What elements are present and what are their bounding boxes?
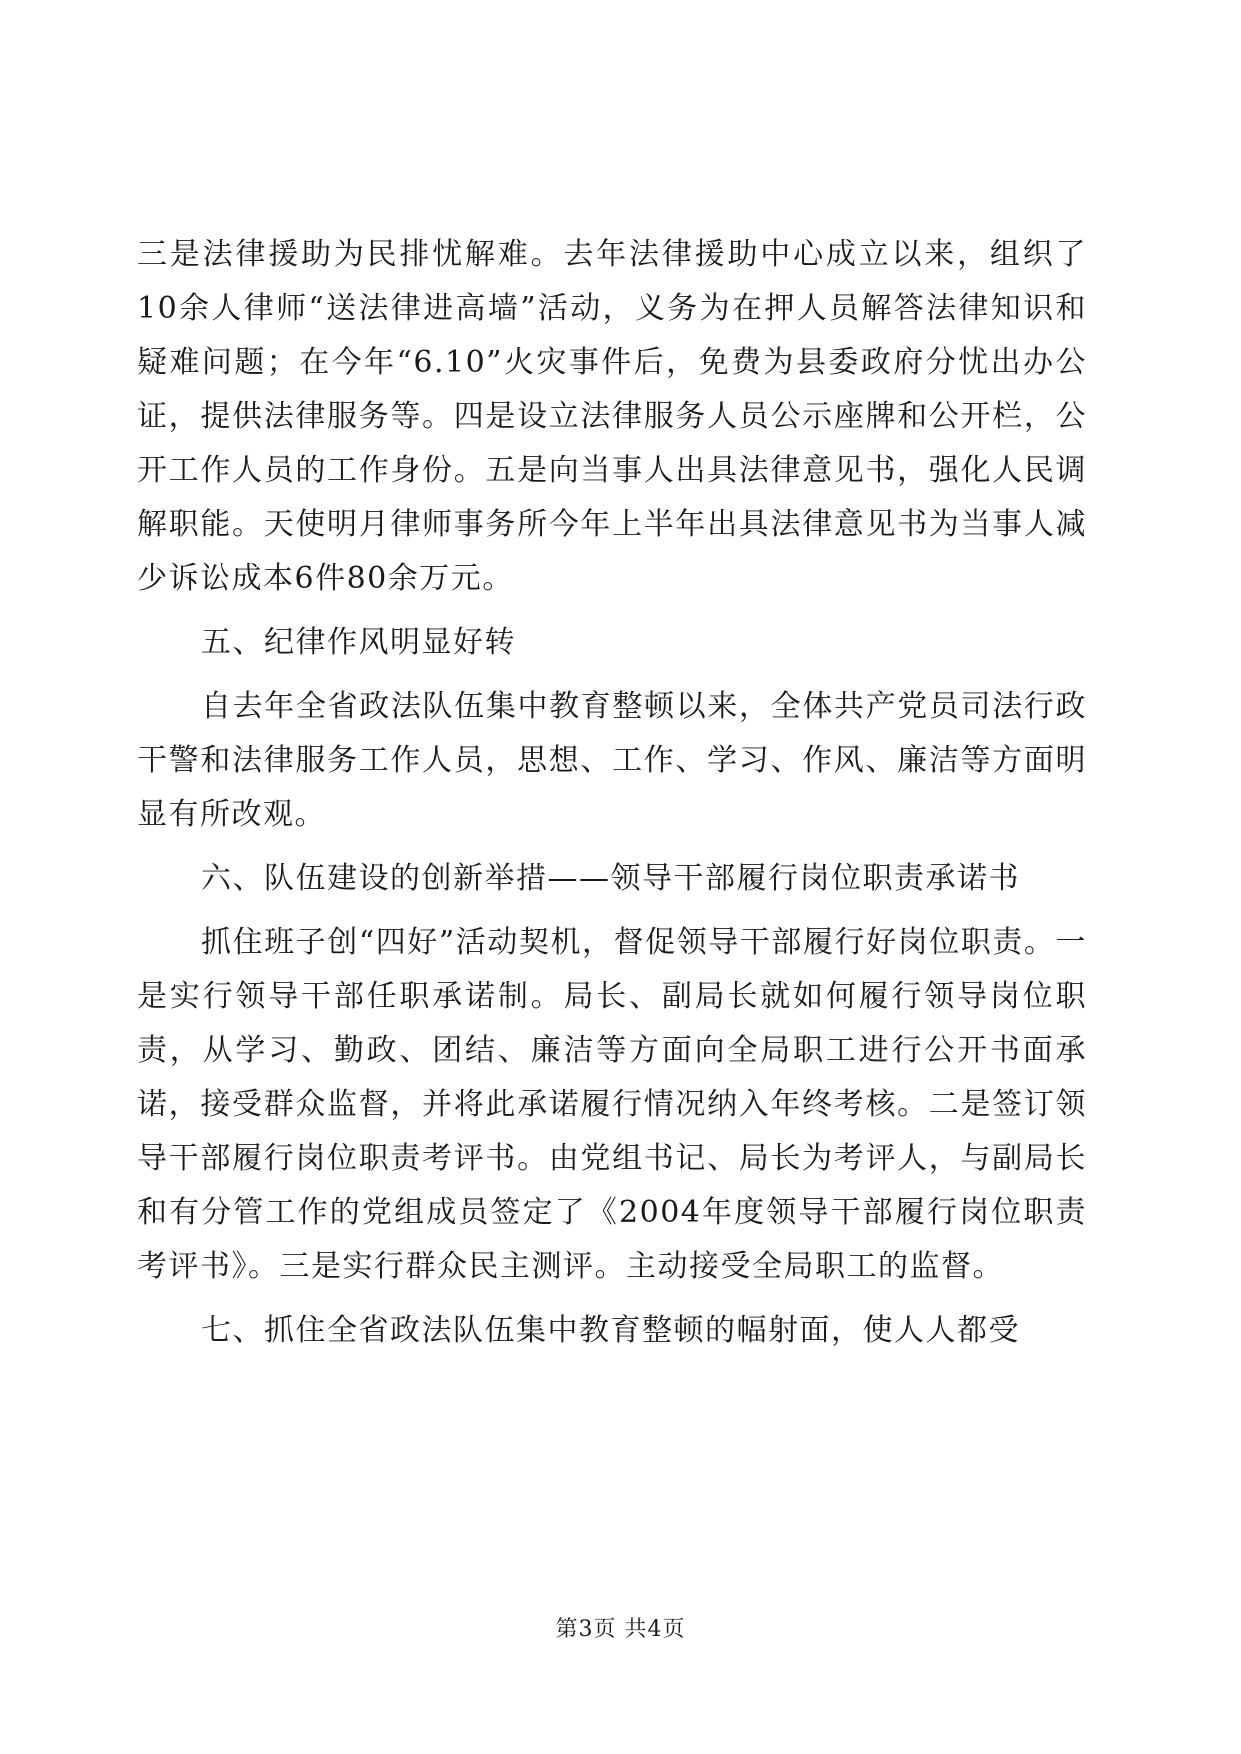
page-number-footer: 第3页 共4页 bbox=[555, 1617, 686, 1642]
document-body bbox=[137, 228, 1087, 1368]
section-heading-6: 六、队伍建设的创新举措——领导干部履行岗位职责承诺书 bbox=[201, 861, 1020, 896]
paragraph-discipline: 自去年全省政法队伍集中教育整顿以来，全体共产党员司法行政干警和法律服务工作人员，思想、工作、学习、作风、廉洁等方面明显有所改观。 bbox=[137, 689, 1087, 832]
paragraph-legal-aid: 三是法律援助为民排忧解难。去年法律援助中心成立以来，组织了10余人律师“送法律进高墙”活动，义务为在押人员解答法律知识和疑难问题；在今年“6.10”火灾事件后，免费为县委政府分忧出办公证，提供法律服务等。四是设立法律服务人员公示座牌和公开栏，公开工作人员的工作身份。五是向当事人出具法律意见书，强化人民调解职能。天使明月律师事务所今年上半年出具法律意见书为当事人减少诉讼成本6件80余万元。 bbox=[137, 237, 1087, 596]
section-heading-5: 五、纪律作风明显好转 bbox=[201, 625, 516, 660]
section-heading-7: 七、抓住全省政法队伍集中教育整顿的幅射面，使人人都受 bbox=[201, 1313, 1020, 1348]
paragraph-commitment: 抓住班子创“四好”活动契机，督促领导干部履行好岗位职责。一是实行领导干部任职承诺制。局长、副局长就如何履行领导岗位职责，从学习、勤政、团结、廉洁等方面向全局职工进行公开书面承诺，接受群众监督，并将此承诺履行情况纳入年终考核。二是签订领导干部履行岗位职责考评书。由党组书记、局长为考评人，与副局长和有分管工作的党组成员签定了《2004年度领导干部履行岗位职责考评书》。三是实行群众民主测评。主动接受全局职工的监督。 bbox=[137, 925, 1087, 1284]
